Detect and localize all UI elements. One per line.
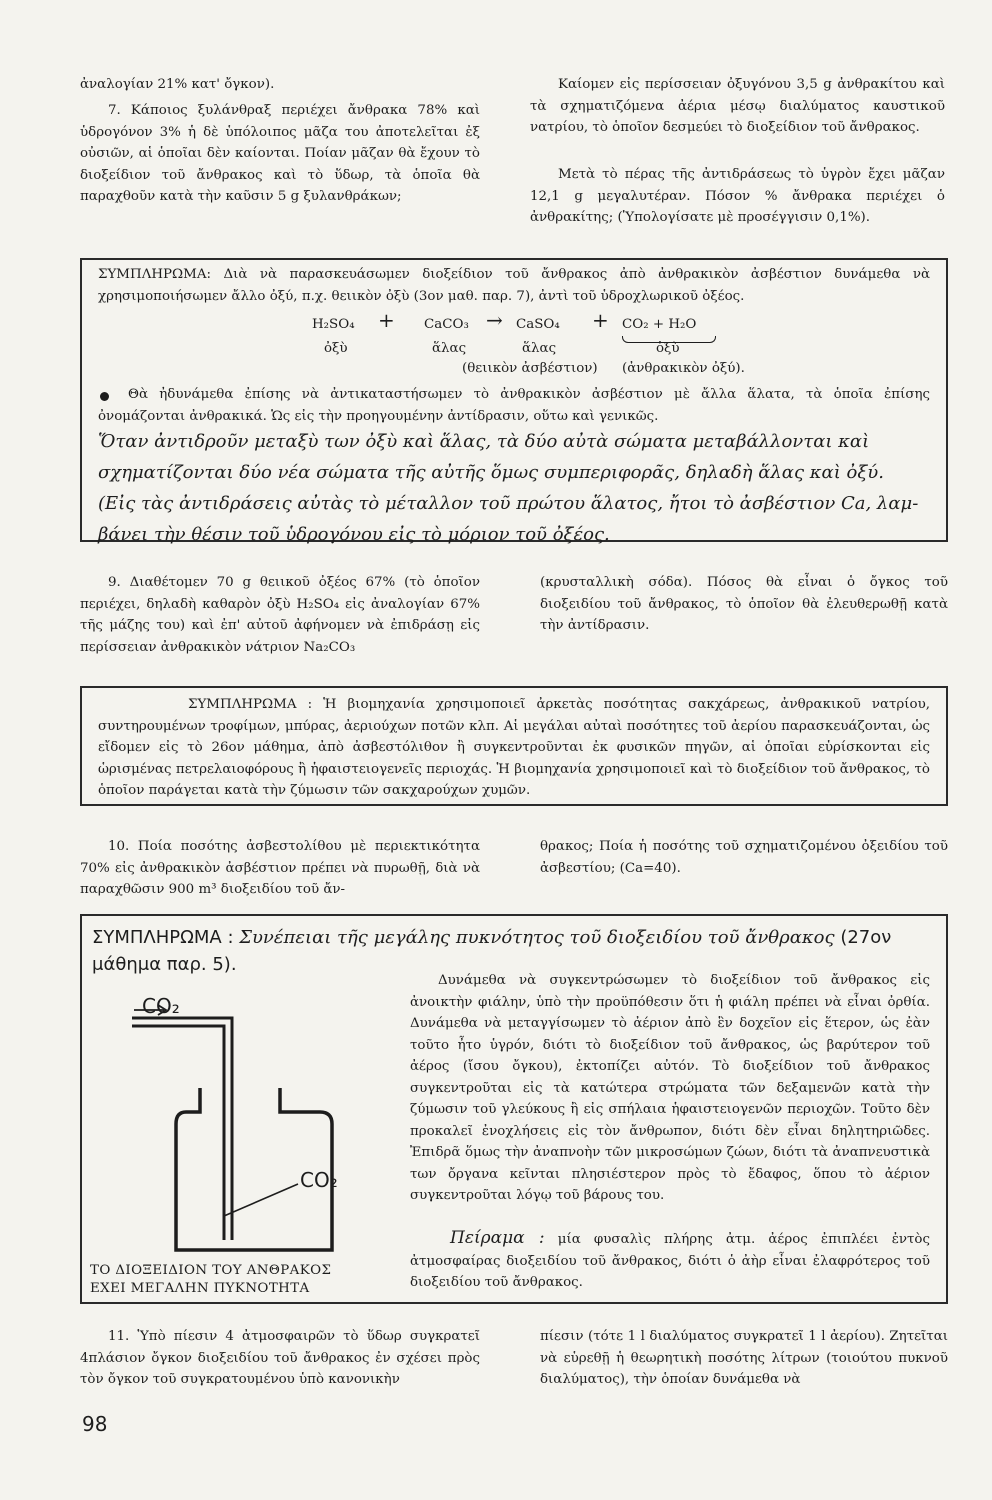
eq-label-acid: ὀξὺ (324, 341, 348, 356)
exercise-7: 7. Κάποιος ξυλάνθραξ περιέχει ἄνθρακα 78% καὶ ὑδρογόνον 3% ἡ δὲ ὑπόλοιπος μᾶζα του ἀποτελεῖται ἐξ οὐσιῶν, αἱ ὁποῖαι δὲν καίονται. Ποίαν μᾶζαν θὰ ἔχουν τὸ διοξείδιον τοῦ ἄνθρακος καὶ τὸ ὕδωρ, τὰ ὁποῖα θὰ παραχθοῦν κατὰ τὴν καῦσιν 5 g ξυλανθράκων; (80, 103, 480, 204)
exercise-11-right: πίεσιν (τότε 1 l διαλύματος συγκρατεῖ 1 l ἀερίου). Ζητεῖται νὰ εὑρεθῇ ἡ θεωρητικὴ ποσότης λίτρων (τοιούτου πυκνοῦ διαλύματος), τὴν ὁποίαν δυνάμεθα νὰ (540, 1329, 948, 1387)
exercise-8-part2: Μετὰ τὸ πέρας τῆς ἀντιδράσεως τὸ ὑγρὸν ἔχει μᾶζαν 12,1 g μεγαλυτέραν. Πόσον % ἄνθρακα περιέχει ὁ ἀνθρακίτης; (Ὑπολογίσατε μὲ προσέγγισιν 0,1%). (530, 167, 945, 225)
eq-caso4: CaSO₄ (516, 317, 560, 332)
supplement-box-density (80, 914, 948, 1304)
exercise-10-right: θρακος; Ποία ἡ ποσότης τοῦ σχηματιζομένου ὀξειδίου τοῦ ἀσβεστίου; (Ca=40). (540, 839, 948, 876)
gas-tube-icon (132, 1005, 232, 1240)
box3-title-italic: Συνέπειαι τῆς μεγάλης πυκνότητος τοῦ διοξειδίου τοῦ ἄνθρακος (239, 927, 835, 948)
supplement-box-industry (80, 686, 948, 806)
box3-title (92, 924, 942, 952)
exercise-9-right: (κρυσταλλικὴ σόδα). Πόσος θὰ εἶναι ὁ ὄγκος τοῦ διοξειδίου τοῦ ἄνθρακος, τὸ ὁποῖον θὰ ἐλευθερωθῇ κατὰ τὴν ἀντίδρασιν. (540, 575, 948, 633)
co2-bottle-figure (102, 988, 412, 1260)
exercise-8-part1: Καίομεν εἰς περίσσειαν ὀξυγόνου 3,5 g ἀνθρακίτου καὶ τὰ σχηματιζόμενα ἀέρια μέσῳ διαλύματος καυστικοῦ νατρίου, τὸ ὁποῖον δεσμεύει τὸ διοξείδιον τοῦ ἄνθρακος. (530, 77, 945, 135)
box3-title-plain: ΣΥΜΠΛΗΡΩΜΑ : (92, 927, 234, 948)
box3-title-ref: (27ον (840, 927, 892, 948)
rule-line-2: σχηματίζονται δύο νέα σώματα τῆς αὐτῆς ὅμως συμπεριφορᾶς, δηλαδὴ ἅλας καὶ ὀξύ. (98, 462, 884, 483)
box1-bullet-text: Θὰ ἠδυνάμεθα ἐπίσης νὰ ἀντικαταστήσωμεν τὸ ἀνθρακικὸν ἀσβέστιον μὲ ἄλλα ἅλατα, τὰ ὁποῖα ἐπίσης ὀνομάζονται ἀνθρακικά. Ὡς εἰς τὴν προηγουμένην ἀντίδρασιν, οὕτω καὶ γενικῶς. (98, 387, 930, 424)
eq-label-acid2: ὀξὺ (656, 341, 680, 356)
box3-text: Δυνάμεθα νὰ συγκεντρώσωμεν τὸ διοξείδιον τοῦ ἄνθρακος εἰς ἀνοικτὴν φιάλην, ὑπὸ τὴν προϋπόθεσιν ὅτι ἡ φιάλη πρέπει νὰ εἶναι ὀρθία. Δυνάμεθα νὰ μεταγγίσωμεν τὸ ἀέριον ἀπὸ ἓν δοχεῖον εἰς ἕτερον, ὡς ἐὰν τοῦτο ἦτο ὑγρόν, διότι τὸ διοξείδιον τοῦ ἄνθρακος, ὡς βαρύτερον τοῦ ἀέρος (ἴσου ὄγκου), ἐκτοπίζει αὐτόν. Τὸ διοξείδιον τοῦ ἄνθρακος συγκεντροῦται εἰς τὰ κατώτερα στρώματα τῶν δεξαμενῶν κατὰ τὴν ζύμωσιν τοῦ γλεύκους ἢ εἰς σπήλαια ἡφαιστειογενῶν περιοχῶν. Τοῦτο δὲν προκαλεῖ ἐνοχλήσεις εἰς τὸν ἄνθρωπον, διότι δὲν εἶναι δηλητηριῶδες. Ἐπιδρᾶ ὅμως τὴν ἀναπνοὴν τῶν μικροσώμων ζώων, διότι τὰ ἀναπνευστικὰ των ὄργανα κεῖνται πλησιέστερον πρὸς τὸ ἔδαφος, ὅπου τὸ ἀέριον συγκεντροῦται λόγῳ τοῦ βάρους του. (410, 973, 930, 1203)
caption-line-1: ΤΟ ΔΙΟΞΕΙΔΙΟΝ ΤΟΥ ΑΝΘΡΑΚΟΣ (90, 1263, 332, 1278)
box1-rule (98, 426, 938, 550)
eq-h2so4: H₂SO₄ (312, 317, 355, 332)
exercise-11-left: 11. Ὑπὸ πίεσιν 4 ἀτμοσφαιρῶν τὸ ὕδωρ συγκρατεῖ 4πλάσιον ὄγκον διοξειδίου τοῦ ἄνθρακος ἐν σχέσει πρὸς τὸν ὄγκον τοῦ συγκρατουμένου ὑπὸ κανονικὴν (80, 1329, 480, 1387)
fig-label-co2-out: CO₂ (300, 1168, 338, 1192)
page-number: 98 (82, 1412, 108, 1436)
supplement-box-acids (80, 258, 948, 545)
exercise-10-left: 10. Ποία ποσότης ἀσβεστολίθου μὲ περιεκτικότητα 70% εἰς ἀνθρακικὸν ἀσβέστιον πρέπει νὰ πυρωθῇ, διὰ νὰ παραχθῶσιν 900 m³ διοξειδίου τοῦ ἄν- (80, 839, 480, 897)
eq-plus-2: + (592, 308, 609, 332)
eq-note-calcium-sulfate: (θειικὸν ἀσβέστιον) (462, 361, 598, 376)
box3-experiment (410, 1228, 930, 1294)
fig-label-co2-in: CO₂ (142, 994, 180, 1018)
exercise-9-left: 9. Διαθέτομεν 70 g θειικοῦ ὀξέος 67% (τὸ ὁποῖον περιέχει, δηλαδὴ καθαρὸν ὀξὺ H₂SO₄ εἰς ἀναλογίαν 67% τῆς μάζης του) καὶ ἐπ' αὐτοῦ ἀφήνομεν νὰ ἐπιδράσῃ εἰς περίσσειαν ἀνθρακικὸν νάτριον Na₂CO₃ (80, 575, 480, 655)
eq-note-carbonic-acid: (ἀνθρακικὸν ὀξύ). (622, 361, 745, 376)
label-pointer (224, 1184, 298, 1216)
eq-co2-h2o: CO₂ + H₂O (622, 317, 697, 332)
eq-arrow: → (486, 308, 503, 332)
rule-line-4: βάνει τὴν θέσιν τοῦ ὑδρογόνου εἰς τὸ μόριον τοῦ ὀξέος. (98, 524, 610, 545)
box3-title-ref2: μάθημα παρ. 5). (92, 954, 237, 975)
eq-label-salt1: ἅλας (432, 341, 467, 356)
rule-line-1: Ὅταν ἀντιδροῦν μεταξὺ των ὀξὺ καὶ ἅλας, τὰ δύο αὐτὰ σώματα μεταβάλλονται καὶ (98, 431, 870, 452)
box1-intro: ΣΥΜΠΛΗΡΩΜΑ: Διὰ νὰ παρασκευάσωμεν διοξείδιον τοῦ ἄνθρακος ἀπὸ ἀνθρακικὸν ἀσβέστιον δυνάμεθα νὰ χρησιμοποιήσωμεν ἄλλο ὀξύ, π.χ. θειικὸν ὀξὺ (3ον μαθ. παρ. 7), ἀντὶ τοῦ ὑδροχλωρικοῦ ὀξέος. (98, 267, 930, 304)
eq-label-salt2: ἅλας (522, 341, 557, 356)
caption-line-2: ΕΧΕΙ ΜΕΓΑΛΗΝ ΠΥΚΝΟΤΗΤΑ (90, 1281, 310, 1296)
top-left-line: ἀναλογίαν 21% κατ' ὄγκον). (80, 77, 275, 92)
experiment-label: Πείραμα : (450, 1228, 545, 1248)
experiment-text: μία φυσαλὶς πλήρης ἀτμ. ἀέρος ἐπιπλέει ἐντὸς ἀτμοσφαίρας διοξειδίου τοῦ ἄνθρακος, διότι ὁ ἀὴρ εἶναι ἐλαφρότερος τοῦ διοξειδίου τοῦ ἄνθρακος. (410, 1232, 930, 1290)
eq-plus-1: + (378, 308, 395, 332)
figure-caption (90, 1262, 331, 1298)
box2-text: ΣΥΜΠΛΗΡΩΜΑ : Ἡ βιομηχανία χρησιμοποιεῖ ἀρκετὰς ποσότητας σακχάρεως, ἀνθρακικοῦ νατρίου, συντηρουμένων τροφίμων, μπύρας, ἀεριούχων ποτῶν κλπ. Αἱ μεγάλαι αὐταὶ ποσότητες τοῦ ἀερίου παρασκευάζονται, ὡς εἴδομεν εἰς τὸ 26ον μάθημα, ἀπὸ ἀσβεστόλιθον ἢ συγκεντροῦνται ἐκ φυσικῶν πηγῶν, αἱ ὁποῖαι εὑρίσκονται εἰς ὡρισμένας πετρελαιοφόρους ἢ ἡφαιστειογενεῖς περιοχάς. Ἡ βιομηχανία χρησιμοποιεῖ καὶ τὸ διοξείδιον τοῦ ἄνθρακος, τὸ ὁποῖον παράγεται κατὰ τὴν ζύμωσιν τῶν σακχαρούχων χυμῶν. (98, 697, 930, 798)
eq-caco3: CaCO₃ (424, 317, 469, 332)
rule-line-3: (Εἰς τὰς ἀντιδράσεις αὐτὰς τὸ μέταλλον τοῦ πρώτου ἅλατος, ἤτοι τὸ ἀσβέστιον Ca, λαμ- (98, 493, 919, 514)
